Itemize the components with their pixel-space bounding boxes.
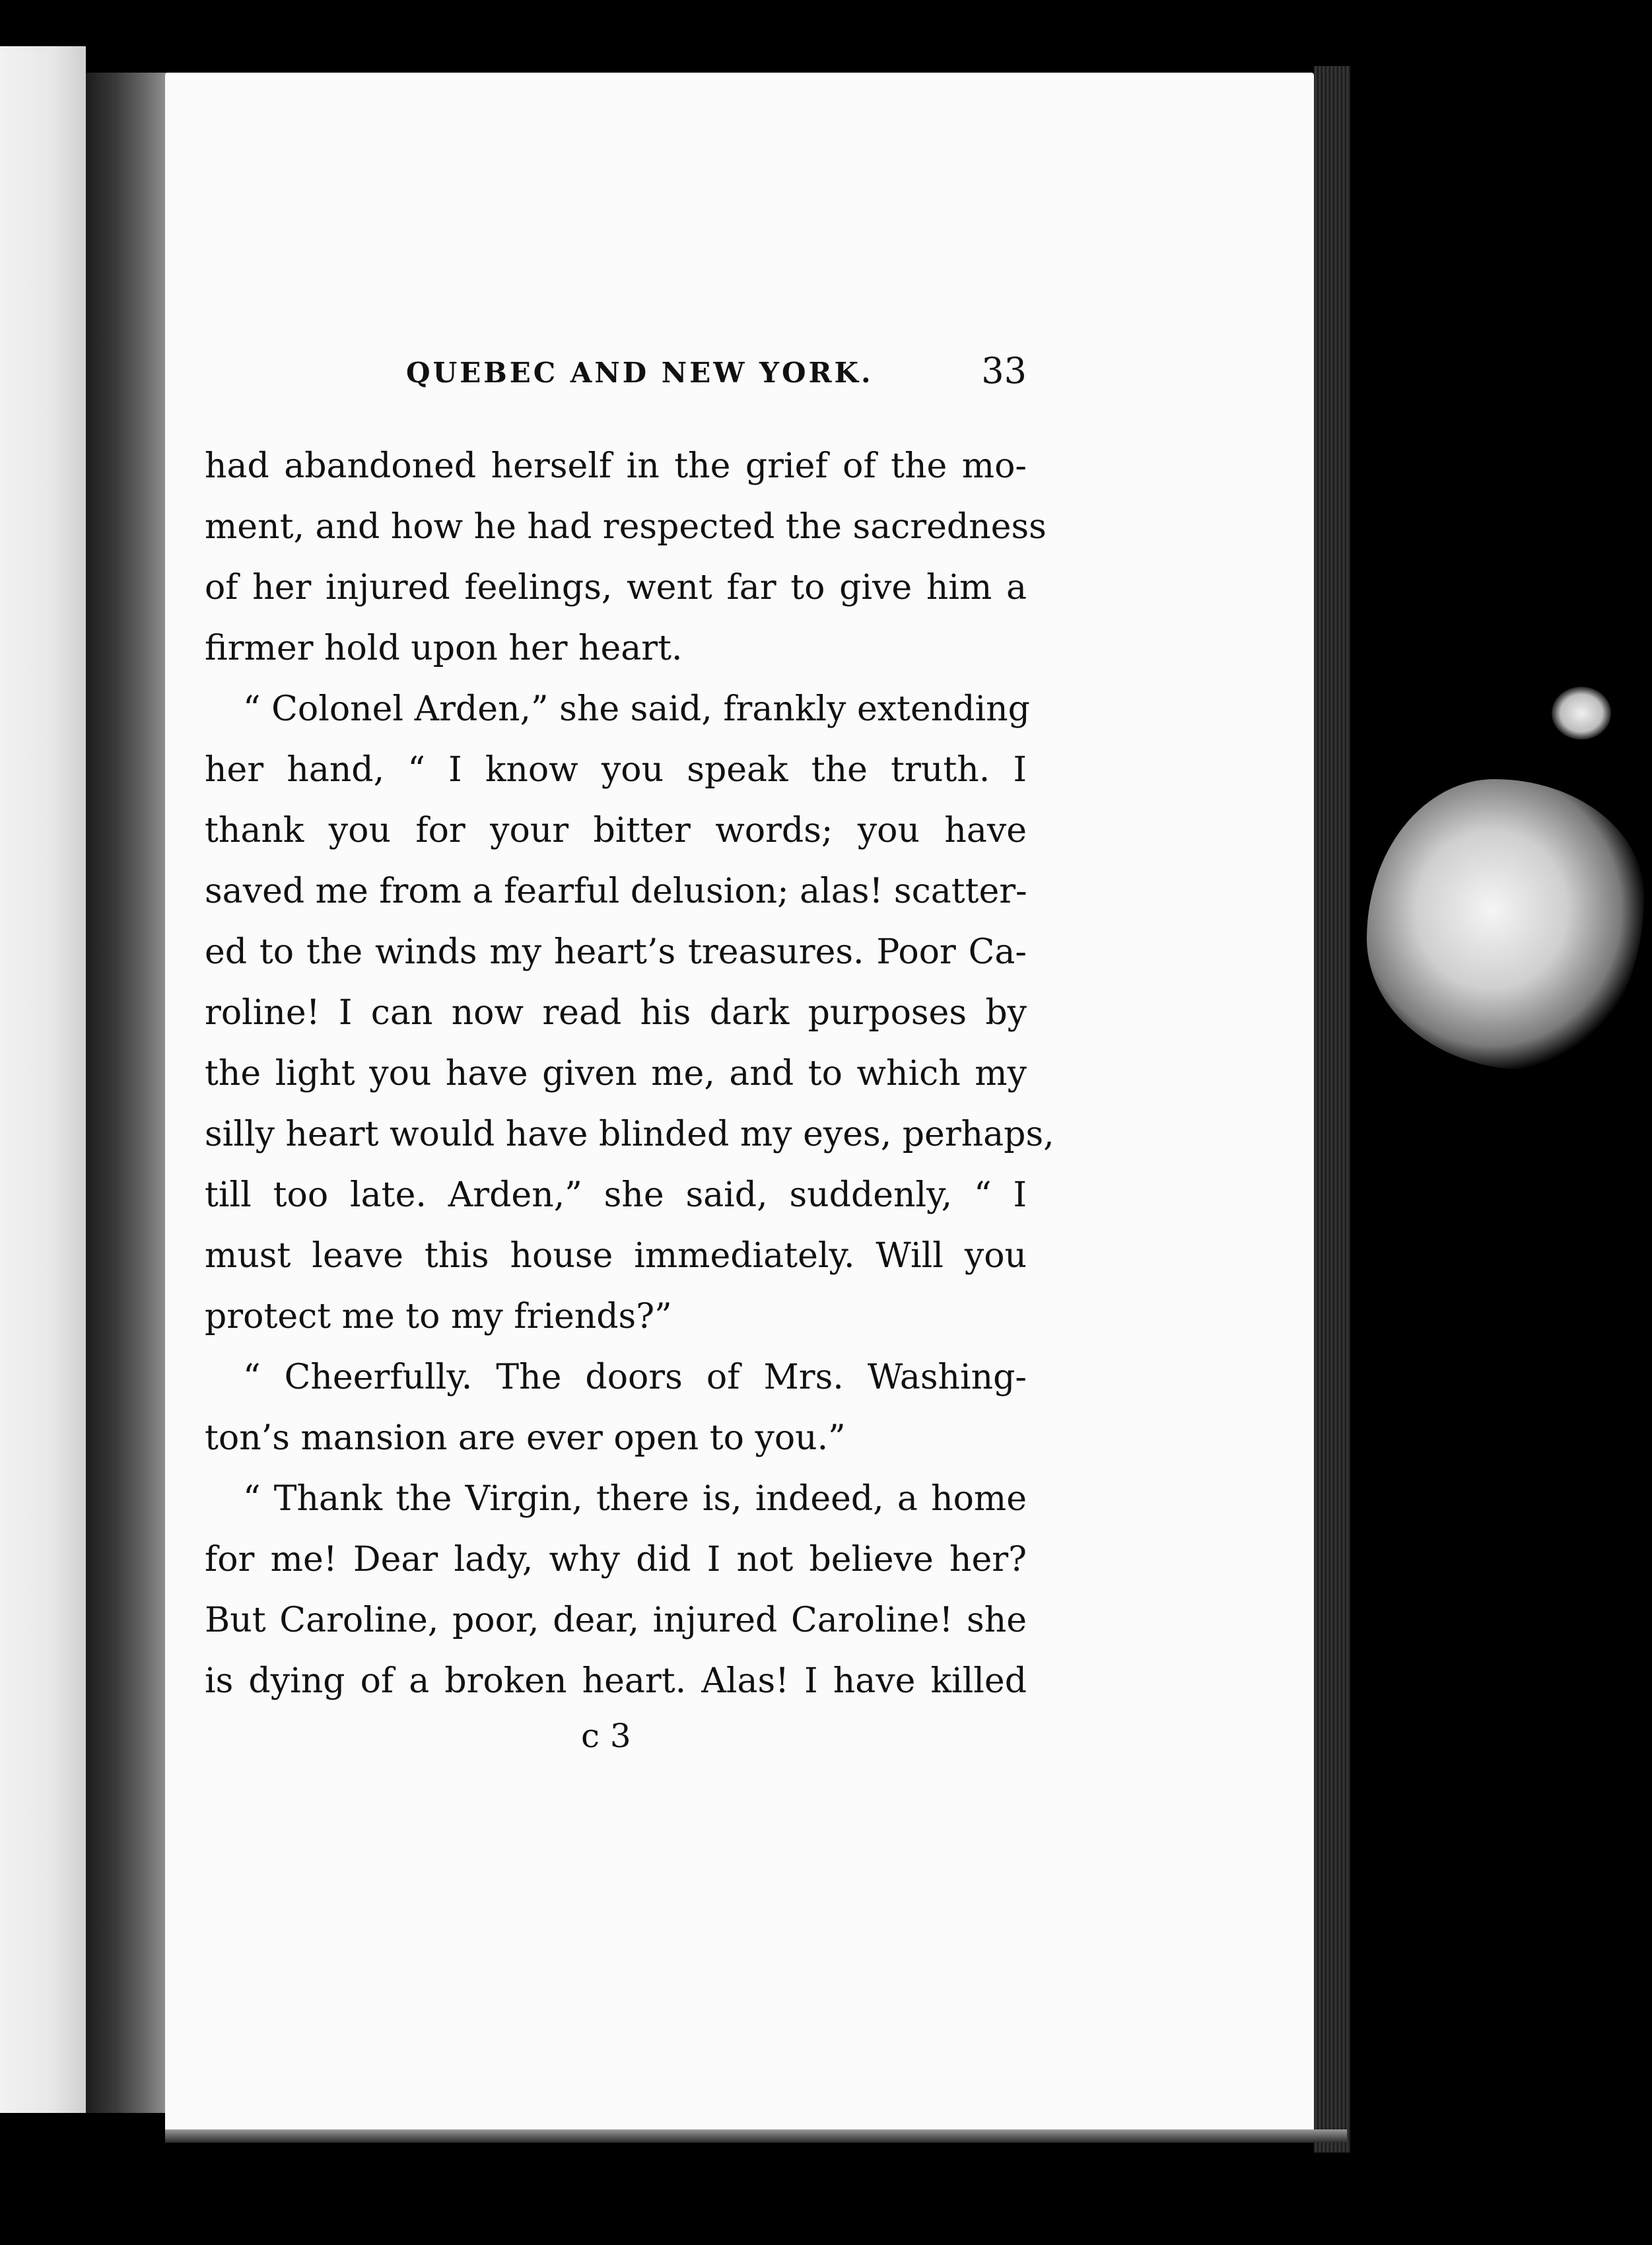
text-line: roline! I can now read his dark purposes by <box>205 993 1027 1033</box>
text-line: ton’s mansion are ever open to you.” <box>205 1418 846 1458</box>
text-line: firmer hold upon her heart. <box>205 629 683 668</box>
text-line: saved me from a fearful delusion; alas! scatter- <box>205 872 1027 911</box>
text-line: silly heart would have blinded my eyes, perhaps, <box>205 1115 1054 1154</box>
book-gutter <box>86 73 172 2113</box>
running-head: QUEBEC AND NEW YORK. <box>406 357 874 389</box>
page-number: 33 <box>981 350 1027 392</box>
text-line: “ Thank the Virgin, there is, indeed, a home <box>243 1479 1027 1519</box>
body-text <box>205 436 1054 1711</box>
text-line: But Caroline, poor, dear, injured Caroline! she <box>205 1601 1027 1640</box>
signature-mark: c 3 <box>581 1717 631 1755</box>
text-line: ment, and how he had respected the sacredness <box>205 507 1047 547</box>
text-line: her hand, “ I know you speak the truth. I <box>205 750 1027 790</box>
text-line: had abandoned herself in the grief of the mo- <box>205 446 1027 486</box>
text-line: must leave this house immediately. Will you <box>205 1236 1027 1276</box>
text-line: protect me to my friends?” <box>205 1297 672 1336</box>
text-line: for me! Dear lady, why did I not believe her? <box>205 1540 1027 1579</box>
text-line: “ Colonel Arden,” she said, frankly extending <box>243 689 1030 729</box>
text-line: “ Cheerfully. The doors of Mrs. Washing- <box>243 1358 1027 1397</box>
page-bottom-edge <box>165 2129 1347 2143</box>
page-header <box>406 350 1027 396</box>
text-line: the light you have given me, and to which my <box>205 1054 1027 1093</box>
facing-page-edge <box>0 46 86 2113</box>
text-line: thank you for your bitter words; you have <box>205 811 1027 850</box>
text-line: is dying of a broken heart. Alas! I have killed <box>205 1661 1027 1701</box>
text-line: of her injured feelings, went far to give him a <box>205 568 1027 607</box>
paper-damage-patch <box>1367 779 1644 1070</box>
paper-damage-spot <box>1552 687 1611 740</box>
page-block-edge <box>1314 66 1350 2153</box>
text-line: till too late. Arden,” she said, suddenly, “ I <box>205 1175 1027 1215</box>
text-line: ed to the winds my heart’s treasures. Poor Ca- <box>205 932 1027 972</box>
